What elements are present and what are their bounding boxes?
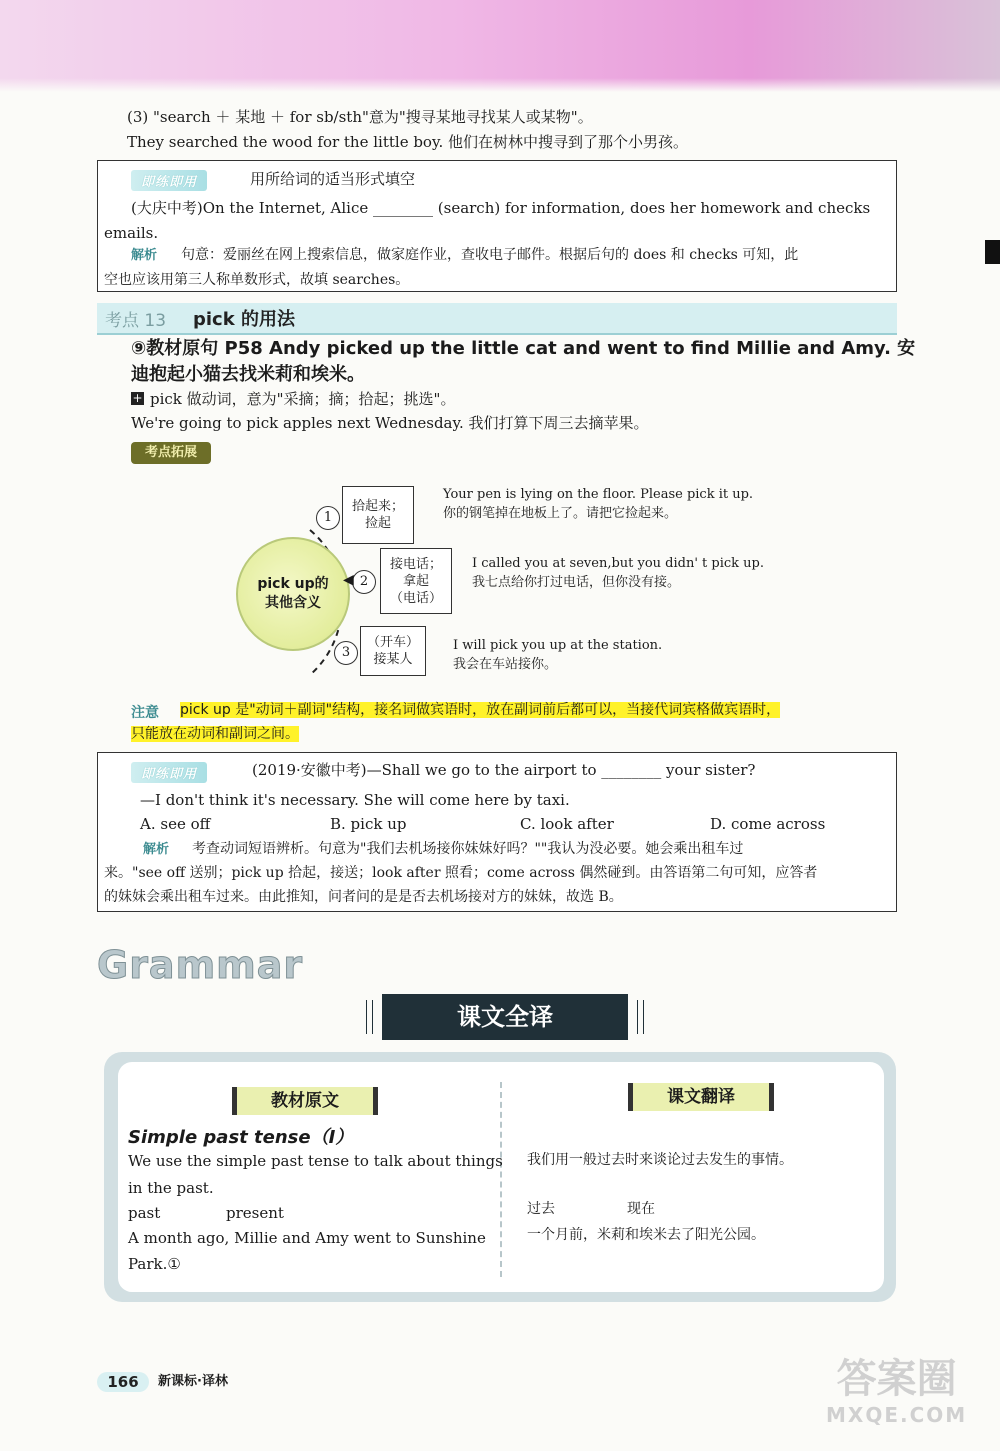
en-present: present xyxy=(226,1204,284,1222)
option-a: A. see off xyxy=(140,815,211,833)
exercise-tag-1: 即练即用 xyxy=(131,170,207,191)
book-title: 新课标·译林 xyxy=(158,1374,228,1389)
note-label: 注意 xyxy=(131,705,159,721)
en-line1: We use the simple past tense to talk about things xyxy=(128,1152,503,1170)
diagram-label-3: （开车） 接某人 xyxy=(360,626,426,676)
note-line1: pick up 是"动词＋副词"结构，接名词做宾语时，放在副词前后都可以，当接代词宾格做宾语时， xyxy=(180,702,781,718)
analysis-2-line2: 来。"see off 送别；pick up 拾起，接送；look after 照看；come across 偶然碰到。由答语第二句可知，应答者 xyxy=(104,865,818,881)
en-line4: Park.① xyxy=(128,1255,181,1273)
left-title: 教材原文 xyxy=(232,1087,378,1115)
translation-banner: 课文全译 xyxy=(382,994,628,1040)
analysis-1-line1: 句意：爱丽丝在网上搜索信息，做家庭作业，查收电子邮件。根据后句的 does 和 checks 可知，此 xyxy=(181,247,799,263)
point-title: pick 的用法 xyxy=(193,309,295,330)
option-c: C. look after xyxy=(520,815,614,833)
diagram-num-1: 1 xyxy=(316,506,340,530)
plus-icon: + xyxy=(132,391,143,405)
option-b: B. pick up xyxy=(330,815,407,833)
diagram-cn-1: 你的钢笔掉在地板上了。请把它捡起来。 xyxy=(443,506,678,521)
grammar-heading: Grammar xyxy=(97,943,304,987)
grammar-subhead: Simple past tense（Ⅰ） xyxy=(128,1127,354,1148)
diagram-label-1: 拾起来； 捡起 xyxy=(342,486,414,544)
panel-divider xyxy=(500,1082,502,1277)
diagram-en-1: Your pen is lying on the floor. Please pick it up. xyxy=(443,487,754,502)
analysis-2-line1: 考查动词短语辨析。句意为"我们去机场接你妹妹好吗？""我认为没必要。她会乘出租车过 xyxy=(192,841,744,857)
edge-tab xyxy=(985,240,1000,264)
right-title: 课文翻译 xyxy=(628,1083,774,1111)
cn-present: 现在 xyxy=(627,1201,655,1217)
diagram-en-2: I called you at seven,but you didn' t pick up. xyxy=(472,556,765,571)
analysis-label-2: 解析 xyxy=(143,842,170,857)
header-band xyxy=(0,0,1000,92)
cn-past: 过去 xyxy=(527,1201,555,1217)
diagram-en-3: I will pick you up at the station. xyxy=(453,638,663,653)
search-example: They searched the wood for the little boy. 他们在树林中搜寻到了那个小男孩。 xyxy=(127,133,688,151)
diagram-cn-3: 我会在车站接你。 xyxy=(453,657,558,672)
pick-definition: pick 做动词，意为"采摘；摘；拾起；挑选"。 xyxy=(150,390,456,408)
extension-tag: 考点拓展 xyxy=(131,442,211,464)
watermark-cn: 答案圈 xyxy=(836,1356,957,1402)
en-line2: in the past. xyxy=(128,1179,214,1197)
note-line2: 只能放在动词和副词之间。 xyxy=(131,726,299,742)
exercise-title-1: 用所给词的适当形式填空 xyxy=(250,170,416,188)
watermark xyxy=(826,1355,967,1427)
exercise-question-2: (2019·安徽中考)—Shall we go to the airport to ________ your sister? xyxy=(252,761,756,779)
exercise-answer-2: —I don't think it's necessary. She will come here by taxi. xyxy=(140,791,570,809)
watermark-url: MXQE.COM xyxy=(826,1403,968,1427)
analysis-label-1: 解析 xyxy=(131,248,158,263)
analysis-2-line3: 的妹妹会乘出租车过来。由此推知，问者问的是是否去机场接对方的妹妹，故选 B。 xyxy=(104,889,623,905)
diagram-center: pick up的 其他含义 xyxy=(236,537,350,651)
exercise-question-1: (大庆中考)On the Internet, Alice ________ (search) for information, does her homework and checks xyxy=(131,199,871,217)
cn-line1: 我们用一般过去时来谈论过去发生的事情。 xyxy=(527,1152,793,1168)
exercise-question-1-cont: emails. xyxy=(104,224,159,242)
point-13-bar xyxy=(97,303,897,335)
cn-line2: 一个月前，米莉和埃米去了阳光公园。 xyxy=(527,1227,765,1243)
original-sentence-line1: ⑨教材原句 P58 Andy picked up the little cat and went to find Millie and Amy. 安 xyxy=(131,338,916,359)
en-line3: A month ago, Millie and Amy went to Sunshine xyxy=(128,1229,486,1247)
pick-example: We're going to pick apples next Wednesday. 我们打算下周三去摘苹果。 xyxy=(131,414,649,432)
point-number: 考点 13 xyxy=(105,311,167,331)
exercise-tag-2: 即练即用 xyxy=(131,762,207,783)
diagram-num-2: 2 xyxy=(352,570,376,594)
search-usage-3: (3) "search ＋ 某地 ＋ for sb/sth"意为"搜寻某地寻找某人或某物"。 xyxy=(127,108,593,126)
option-d: D. come across xyxy=(710,815,826,833)
diagram-label-2: 接电话； 拿起 （电话） xyxy=(380,548,452,614)
en-past: past xyxy=(128,1204,161,1222)
arrow-left-icon: ◀ xyxy=(343,572,354,588)
analysis-1-line2: 空也应该用第三人称单数形式，故填 searches。 xyxy=(104,272,410,288)
diagram-num-3: 3 xyxy=(334,641,358,665)
diagram-cn-2: 我七点给你打过电话，但你没有接。 xyxy=(472,575,681,590)
page-number: 166 xyxy=(97,1372,149,1392)
original-sentence-line2: 迪抱起小猫去找米莉和埃米。 xyxy=(131,364,365,385)
